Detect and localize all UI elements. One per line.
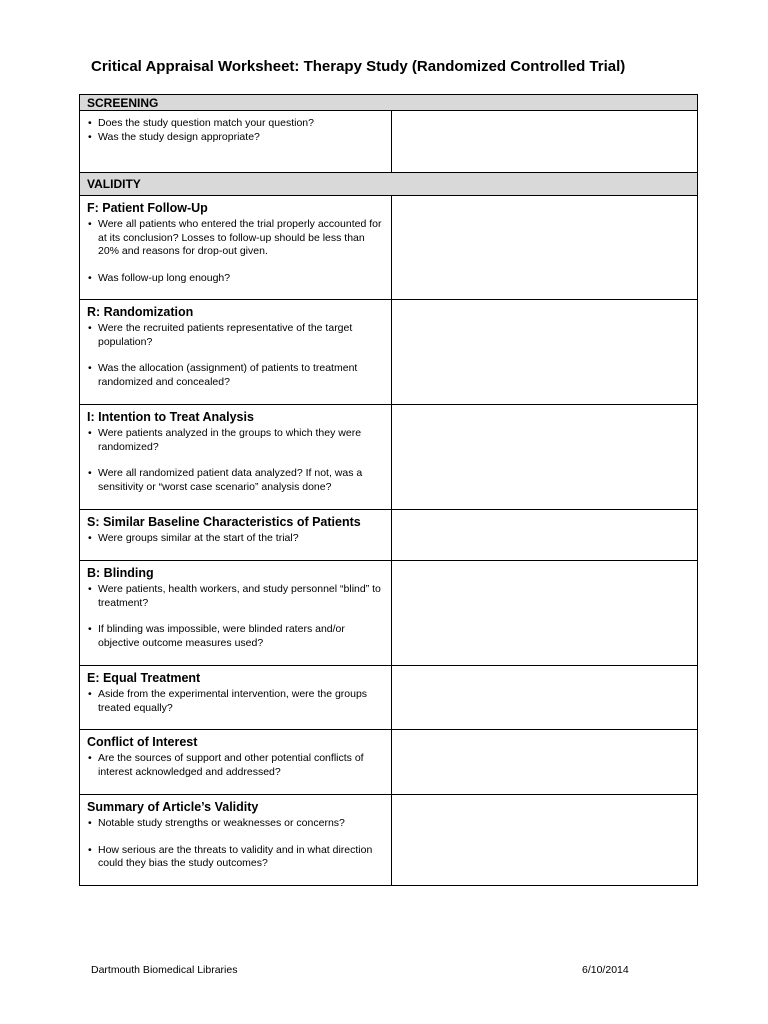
validity-header: VALIDITY — [80, 173, 698, 196]
blinding-answer-field[interactable] — [392, 561, 698, 666]
list-item: • Was follow-up long enough? — [87, 272, 385, 286]
list-item: • How serious are the threats to validity and in what direction could they bias the study outcomes? — [87, 844, 385, 871]
item-title: I: Intention to Treat Analysis — [87, 410, 254, 424]
follow-up-answer-field[interactable] — [392, 196, 698, 300]
intention-to-treat-answer-field[interactable] — [392, 405, 698, 510]
item-title: F: Patient Follow-Up — [87, 201, 208, 215]
item-title: Summary of Article’s Validity — [87, 800, 259, 814]
screening-header-row — [80, 95, 698, 111]
follow-up-questions — [80, 196, 392, 300]
screening-questions — [80, 111, 392, 173]
item-title: E: Equal Treatment — [87, 671, 201, 685]
list-item: • Were all randomized patient data analyzed? If not, was a sensitivity or “worst case scenario” analysis done? — [87, 467, 385, 494]
conflict-of-interest-answer-field[interactable] — [392, 730, 698, 795]
list-item: • Were groups similar at the start of the trial? — [87, 532, 385, 546]
list-item: • Notable study strengths or weaknesses or concerns? — [87, 817, 385, 831]
intention-to-treat-questions — [80, 405, 392, 510]
conflict-of-interest-questions — [80, 730, 392, 795]
equal-treatment-answer-field[interactable] — [392, 666, 698, 730]
footer-organization: Dartmouth Biomedical Libraries — [91, 964, 238, 976]
item-title: R: Randomization — [87, 305, 194, 319]
list-item: • Are the sources of support and other potential conflicts of interest acknowledged and addressed? — [87, 752, 385, 779]
list-item: • Were the recruited patients representative of the target population? — [87, 322, 385, 349]
list-item: • If blinding was impossible, were blinded raters and/or objective outcome measures used? — [87, 623, 385, 650]
table-row — [80, 795, 698, 886]
item-title: B: Blinding — [87, 566, 154, 580]
footer-date: 6/10/2014 — [582, 964, 629, 976]
list-item: • Was the study design appropriate? — [87, 131, 385, 145]
validity-header-row — [80, 173, 698, 196]
table-row — [80, 666, 698, 730]
randomization-questions — [80, 300, 392, 405]
list-item: • Does the study question match your question? — [87, 117, 385, 131]
table-row — [80, 196, 698, 300]
table-row — [80, 561, 698, 666]
list-item: • Were patients analyzed in the groups to which they were randomized? — [87, 427, 385, 454]
item-title: Conflict of Interest — [87, 735, 198, 749]
summary-answer-field[interactable] — [392, 795, 698, 886]
list-item: • Were patients, health workers, and study personnel “blind” to treatment? — [87, 583, 385, 610]
blinding-questions — [80, 561, 392, 666]
list-item: • Were all patients who entered the trial properly accounted for at its conclusion? Losses to follow-up should be less than 20% and reasons for drop-out given. — [87, 218, 385, 259]
screening-answer-field[interactable] — [392, 111, 698, 173]
item-title: S: Similar Baseline Characteristics of Patients — [87, 515, 361, 529]
equal-treatment-questions — [80, 666, 392, 730]
baseline-answer-field[interactable] — [392, 510, 698, 561]
baseline-questions — [80, 510, 392, 561]
table-row — [80, 730, 698, 795]
screening-header: SCREENING — [80, 95, 698, 111]
randomization-answer-field[interactable] — [392, 300, 698, 405]
table-row — [80, 300, 698, 405]
appraisal-table — [79, 94, 698, 886]
summary-questions — [80, 795, 392, 886]
table-row — [80, 510, 698, 561]
list-item: • Aside from the experimental intervention, were the groups treated equally? — [87, 688, 385, 715]
page-title: Critical Appraisal Worksheet: Therapy Study (Randomized Controlled Trial) — [91, 58, 626, 75]
table-row — [80, 405, 698, 510]
list-item: • Was the allocation (assignment) of patients to treatment randomized and concealed? — [87, 362, 385, 389]
screening-row — [80, 111, 698, 173]
